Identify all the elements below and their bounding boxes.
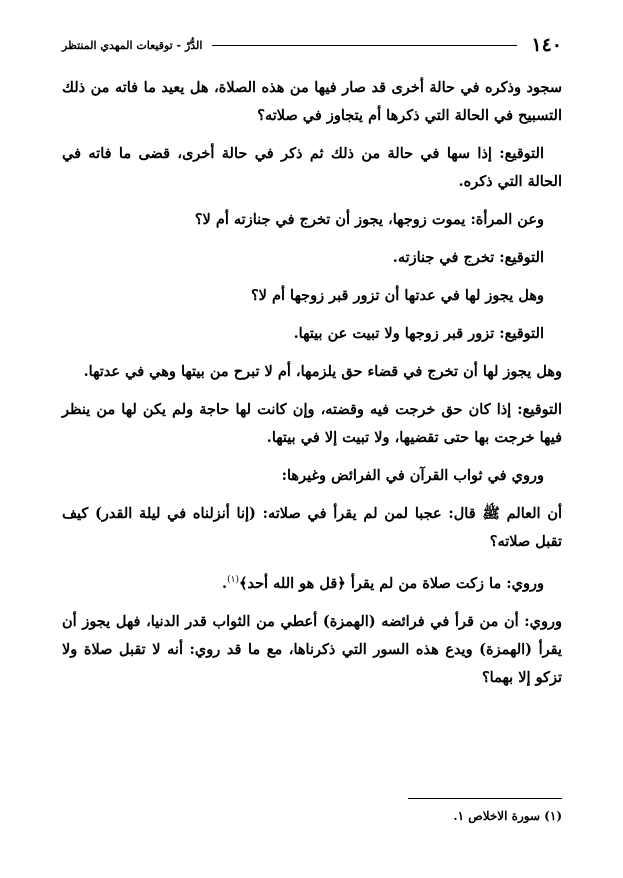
- paragraph-text: وروي: ما زكت صلاة من لم يقرأ ﴿قل هو الله أحد﴾: [238, 574, 544, 592]
- paragraph: وهل يجوز لها في عدتها أن تزور قبر زوجها أم لا؟: [250, 287, 544, 304]
- paragraph: وروي في ثواب القرآن في الفرائض وغيرها:: [281, 467, 544, 484]
- paragraph: أن العالم ﷺ قال: عجبا لمن لم يقرأ في صلاته: (إنا أنزلناه في ليلة القدر) كيف تقبل صلاته؟: [62, 505, 562, 550]
- paragraph: سجود وذكره في حالة أخرى قد صار فيها من هذه الصلاة، هل يعيد ما فاته من ذلك التسبيح في الحالة التي ذكرها أم يتجاوز في صلاته؟: [62, 79, 562, 124]
- paragraph: وهل يجوز لها أن تخرج في قضاء حق يلزمها، أم لا تبرح من بيتها وهي في عدتها.: [83, 363, 562, 380]
- paragraph: وعن المرأة: يموت زوجها، يجوز أن تخرج في جنازته أم لا؟: [194, 211, 544, 228]
- header-rule: [212, 45, 517, 46]
- paragraph: التوقيع: تخرج في جنازته.: [392, 249, 544, 266]
- footnote: (١) سورة الاخلاص ١.: [453, 809, 562, 823]
- paragraph: وروي: أن من قرأ في فرائضه (الهمزة) أعطي من الثواب قدر الدنيا، فهل يجوز أن يقرأ (الهمزة) ويدع هذه السور التي ذكرناها، مع ما قد روي: أنه لا تقبل صلاة ولا تزكو إلا بهما؟: [62, 612, 562, 686]
- footnote-rule: [408, 798, 562, 799]
- running-title: الدُّرّ - توقيعات المهدي المنتظر: [62, 38, 203, 52]
- footnote-reference: (١): [227, 575, 239, 585]
- body-text: [62, 74, 562, 702]
- paragraph: التوقيع: إذا سها في حالة من ذلك ثم ذكر في حالة أخرى، قضى ما فاته في الحالة التي ذكره.: [62, 145, 562, 190]
- paragraph: التوقيع: إذا كان حق خرجت فيه وقضته، وإن كانت لها حاجة ولم يكن لها من ينظر فيها خرجت بها حتى تقضيها، ولا تبيت إلا في بيتها.: [62, 401, 562, 446]
- paragraph: وروي: ما زكت صلاة من لم يقرأ ﴿قل هو الله أحد﴾$^{(١)}$.: [222, 574, 544, 592]
- page-number: ١٤٠: [531, 34, 562, 56]
- page-header: [62, 30, 562, 60]
- paragraph: التوقيع: تزور قبر زوجها ولا تبيت عن بيتها.: [293, 325, 544, 342]
